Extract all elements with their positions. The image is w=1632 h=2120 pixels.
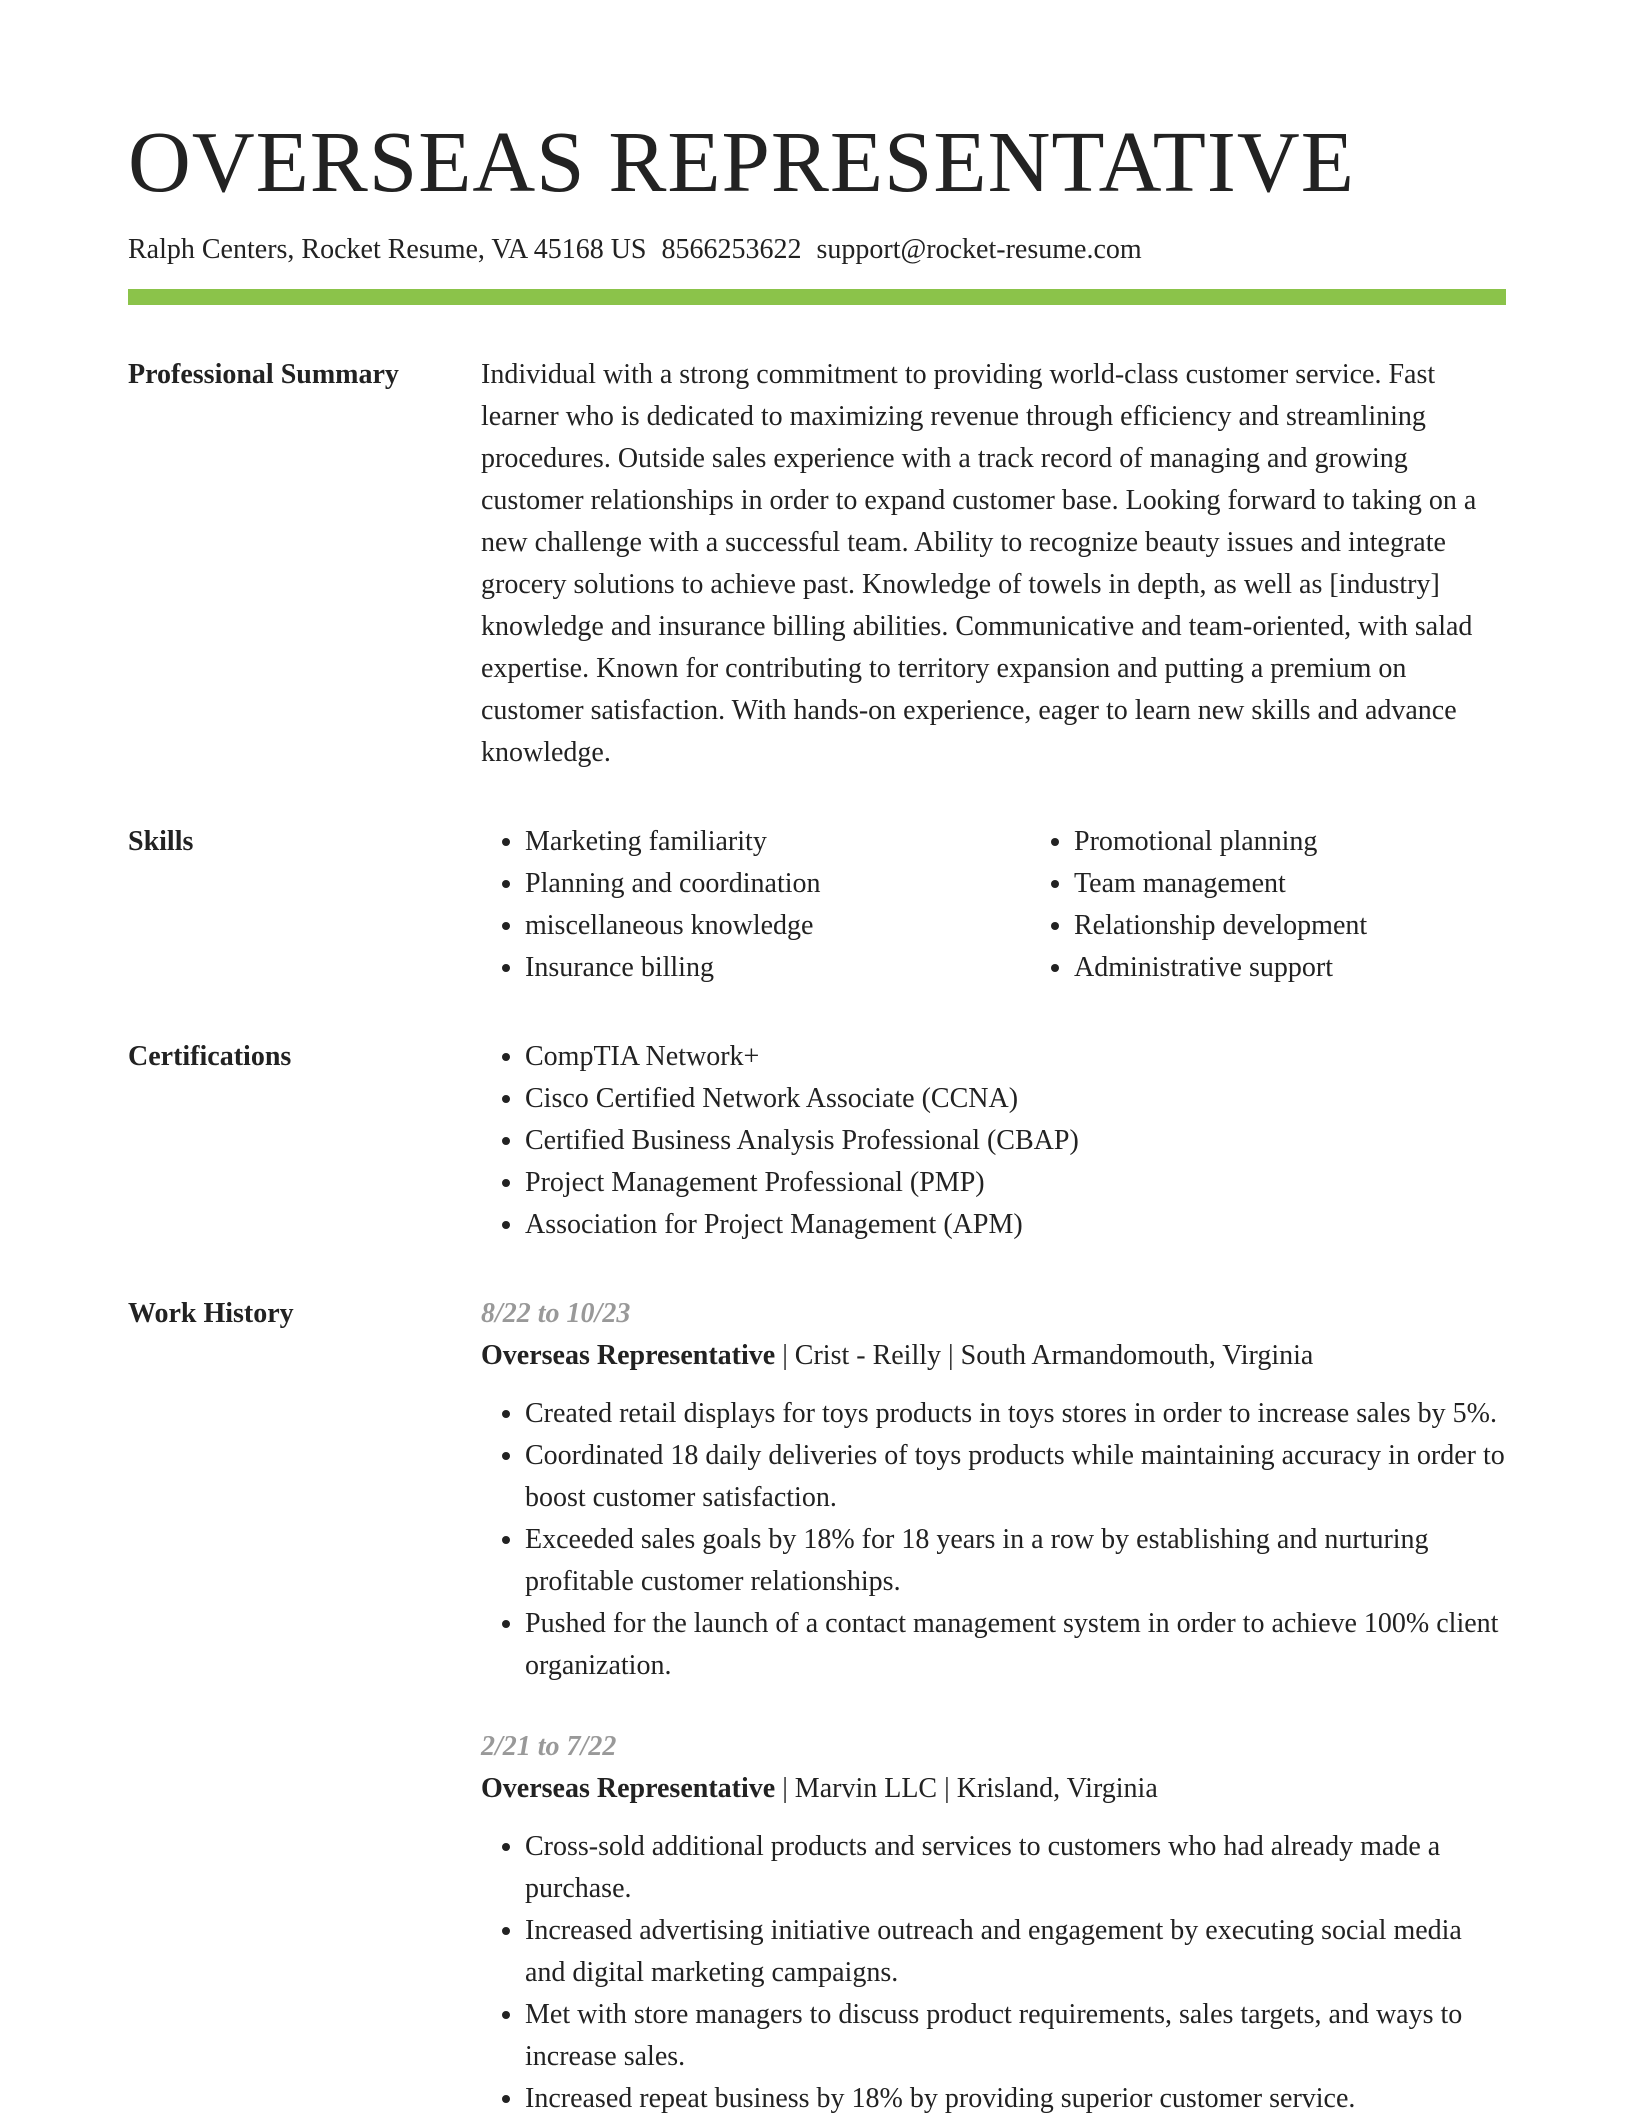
job-details: | Marvin LLC | Krisland, Virginia bbox=[775, 1772, 1158, 1804]
skill-item: • Promotional planning bbox=[1074, 821, 1506, 863]
work-history-section bbox=[128, 1293, 1506, 2120]
job-bullet: • Pushed for the launch of a contact management system in order to achieve 100% client organization. bbox=[525, 1603, 1506, 1687]
skill-item: • Team management bbox=[1074, 863, 1506, 905]
section-title-skills: Skills bbox=[128, 825, 194, 857]
job-bullets bbox=[481, 1393, 1506, 1687]
skills-section bbox=[128, 821, 1506, 989]
job-heading bbox=[481, 1335, 1506, 1377]
skill-item: • Planning and coordination bbox=[525, 863, 1030, 905]
skills-column-left bbox=[481, 821, 1030, 989]
resume-page bbox=[128, 113, 1506, 2120]
contact-address: Ralph Centers, Rocket Resume, VA 45168 US bbox=[128, 234, 647, 265]
certifications-section bbox=[128, 1036, 1506, 1246]
job-dates: 2/21 to 7/22 bbox=[481, 1730, 617, 1762]
resume-name: OVERSEAS REPRESENTATIVE bbox=[128, 113, 1355, 210]
job-dates: 8/22 to 10/23 bbox=[481, 1297, 631, 1329]
section-title-certifications: Certifications bbox=[128, 1040, 292, 1072]
job-entry bbox=[481, 1726, 1506, 2120]
job-heading bbox=[481, 1768, 1506, 1810]
job-entry bbox=[481, 1293, 1506, 1687]
skill-item: • miscellaneous knowledge bbox=[525, 905, 1030, 947]
job-title: Overseas Representative bbox=[481, 1772, 776, 1804]
job-bullet: • Met with store managers to discuss product requirements, sales targets, and ways to increase sales. bbox=[525, 1994, 1506, 2078]
job-bullet: • Increased advertising initiative outreach and engagement by executing social media and digital marketing campaigns. bbox=[525, 1910, 1506, 1994]
work-history-list bbox=[481, 1293, 1506, 2120]
contact-line bbox=[128, 233, 1506, 267]
certification-item: • CompTIA Network+ bbox=[525, 1036, 1506, 1078]
skill-item: • Relationship development bbox=[1074, 905, 1506, 947]
header-divider bbox=[128, 289, 1506, 305]
job-bullet: • Coordinated 18 daily deliveries of toys products while maintaining accuracy in order to boost customer satisfaction. bbox=[525, 1435, 1506, 1519]
summary-section bbox=[128, 354, 1506, 774]
skills-list bbox=[481, 821, 1506, 989]
skill-item: • Marketing familiarity bbox=[525, 821, 1030, 863]
section-title-work-history: Work History bbox=[128, 1297, 294, 1329]
certifications-list bbox=[481, 1036, 1506, 1246]
job-bullet: • Exceeded sales goals by 18% for 18 years in a row by establishing and nurturing profitable customer relationships. bbox=[525, 1519, 1506, 1603]
section-title-summary: Professional Summary bbox=[128, 358, 399, 390]
certification-item: • Project Management Professional (PMP) bbox=[525, 1162, 1506, 1204]
certification-item: • Association for Project Management (APM) bbox=[525, 1204, 1506, 1246]
certification-item: • Cisco Certified Network Associate (CCNA) bbox=[525, 1078, 1506, 1120]
skill-item: • Administrative support bbox=[1074, 947, 1506, 989]
skills-column-right bbox=[1030, 821, 1506, 989]
contact-phone: 8566253622 bbox=[661, 234, 802, 265]
certification-item: • Certified Business Analysis Professional (CBAP) bbox=[525, 1120, 1506, 1162]
job-details: | Crist - Reilly | South Armandomouth, Virginia bbox=[775, 1339, 1314, 1371]
contact-email: support@rocket-resume.com bbox=[816, 234, 1142, 265]
job-bullet: • Increased repeat business by 18% by providing superior customer service. bbox=[525, 2078, 1506, 2120]
summary-text: Individual with a strong commitment to providing world-class customer service. Fast learner who is dedicated to maximizing revenue through efficiency and streamlining procedures. Outside sales experience with a track record of managing and growing customer relationships in order to expand customer base. Looking forward to taking on a new challenge with a successful team. Ability to recognize beauty issues and integrate grocery solutions to achieve past. Knowledge of towels in depth, as well as [industry] knowledge and insurance billing abilities. Communicative and team-oriented, with salad expertise. Known for contributing to territory expansion and putting a premium on customer satisfaction. With hands-on experience, eager to learn new skills and advance knowledge. bbox=[481, 358, 1477, 768]
job-bullets bbox=[481, 1826, 1506, 2120]
job-bullet: • Cross-sold additional products and services to customers who had already made a purchase. bbox=[525, 1826, 1506, 1910]
skill-item: • Insurance billing bbox=[525, 947, 1030, 989]
job-title: Overseas Representative bbox=[481, 1339, 776, 1371]
job-bullet: • Created retail displays for toys products in toys stores in order to increase sales by 5%. bbox=[525, 1393, 1506, 1435]
